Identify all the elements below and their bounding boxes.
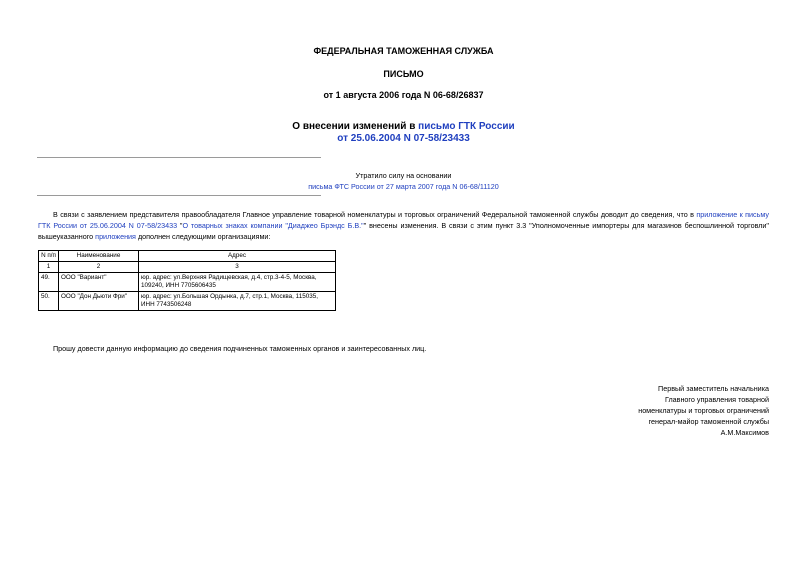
table-row (39, 292, 336, 311)
signature-block (638, 383, 769, 438)
signature-line: генерал-майор таможенной службы (648, 417, 769, 426)
signature-line: Первый заместитель начальника (658, 384, 769, 393)
p1-link-appendix[interactable]: приложение к письму ГТК России от 25.06.2004 N 07-58/23433 (38, 210, 769, 230)
importers-table (38, 250, 336, 311)
table-colnum: 3 (139, 262, 336, 273)
table-header-address: Адрес (139, 251, 336, 262)
signatory-name: А.М.Максимов (720, 428, 769, 437)
p1-link-appendix-2[interactable]: приложения (95, 232, 136, 241)
table-row (39, 273, 336, 292)
document-date-number: от 1 августа 2006 года N 06-68/26837 (323, 90, 484, 100)
body-paragraph-2: Прошу довести данную информацию до сведения подчиненных таможенных органов и заинтересованных лиц. (53, 344, 427, 353)
table-cell-address: юр. адрес: ул.Верхняя Радищевская, д.4, стр.3-4-5, Москва, 109240, ИНН 7705606435 (139, 273, 336, 292)
p1-text-d: дополнен следующими организациями: (135, 232, 271, 241)
table-colnum-row (39, 262, 336, 273)
subject-line2-link[interactable]: от 25.06.2004 N 07-58/23433 (337, 133, 470, 144)
table-cell-name: ООО "Вариант" (59, 273, 139, 292)
table-header-row (39, 251, 336, 262)
body-paragraph-1 (38, 209, 769, 242)
table-colnum: 1 (39, 262, 59, 273)
divider-bottom (37, 195, 321, 196)
table-cell-num: 50. (39, 292, 59, 311)
subject-prefix: О внесении изменений в (292, 121, 419, 132)
table-cell-name: ООО "Дон Дьюти Фри" (59, 292, 139, 311)
agency-title: ФЕДЕРАЛЬНАЯ ТАМОЖЕННАЯ СЛУЖБА (313, 46, 494, 56)
status-note (0, 170, 807, 192)
table-cell-address: юр. адрес: ул.Большая Ордынка, д.7, стр.1, Москва, 115035, ИНН 7743506248 (139, 292, 336, 311)
subject-link[interactable]: письмо ГТК России (418, 121, 515, 132)
status-link[interactable]: письма ФТС России от 27 марта 2007 года N 06-68/11120 (308, 182, 499, 191)
p1-link-trademarks[interactable]: О товарных знаках компании "Диаджео Брэндс Б.В." (182, 221, 364, 230)
table-cell-num: 49. (39, 273, 59, 292)
p1-text-b: " (177, 221, 183, 230)
table-header-num: N п/п (39, 251, 59, 262)
divider-top (37, 157, 321, 158)
document-subject (0, 121, 807, 145)
p1-text-a: В связи с заявлением представителя правообладателя Главное управление товарной номенклатуры и торговых ограничений Федеральной таможенной службы доводит до сведения, что в (53, 210, 697, 219)
document-type: ПИСЬМО (383, 69, 424, 79)
table-header-name: Наименование (59, 251, 139, 262)
status-line1: Утратило силу на основании (355, 171, 452, 180)
table-colnum: 2 (59, 262, 139, 273)
p1-text-c: " внесены изменения. В связи с этим пункт 3.3 "Уполномоченные импортеры для магазинов беспошлинной торговли" вышеуказанного (38, 221, 769, 241)
signature-line: Главного управления товарной (664, 395, 769, 404)
signature-line: номенклатуры и торговых ограничений (638, 406, 769, 415)
